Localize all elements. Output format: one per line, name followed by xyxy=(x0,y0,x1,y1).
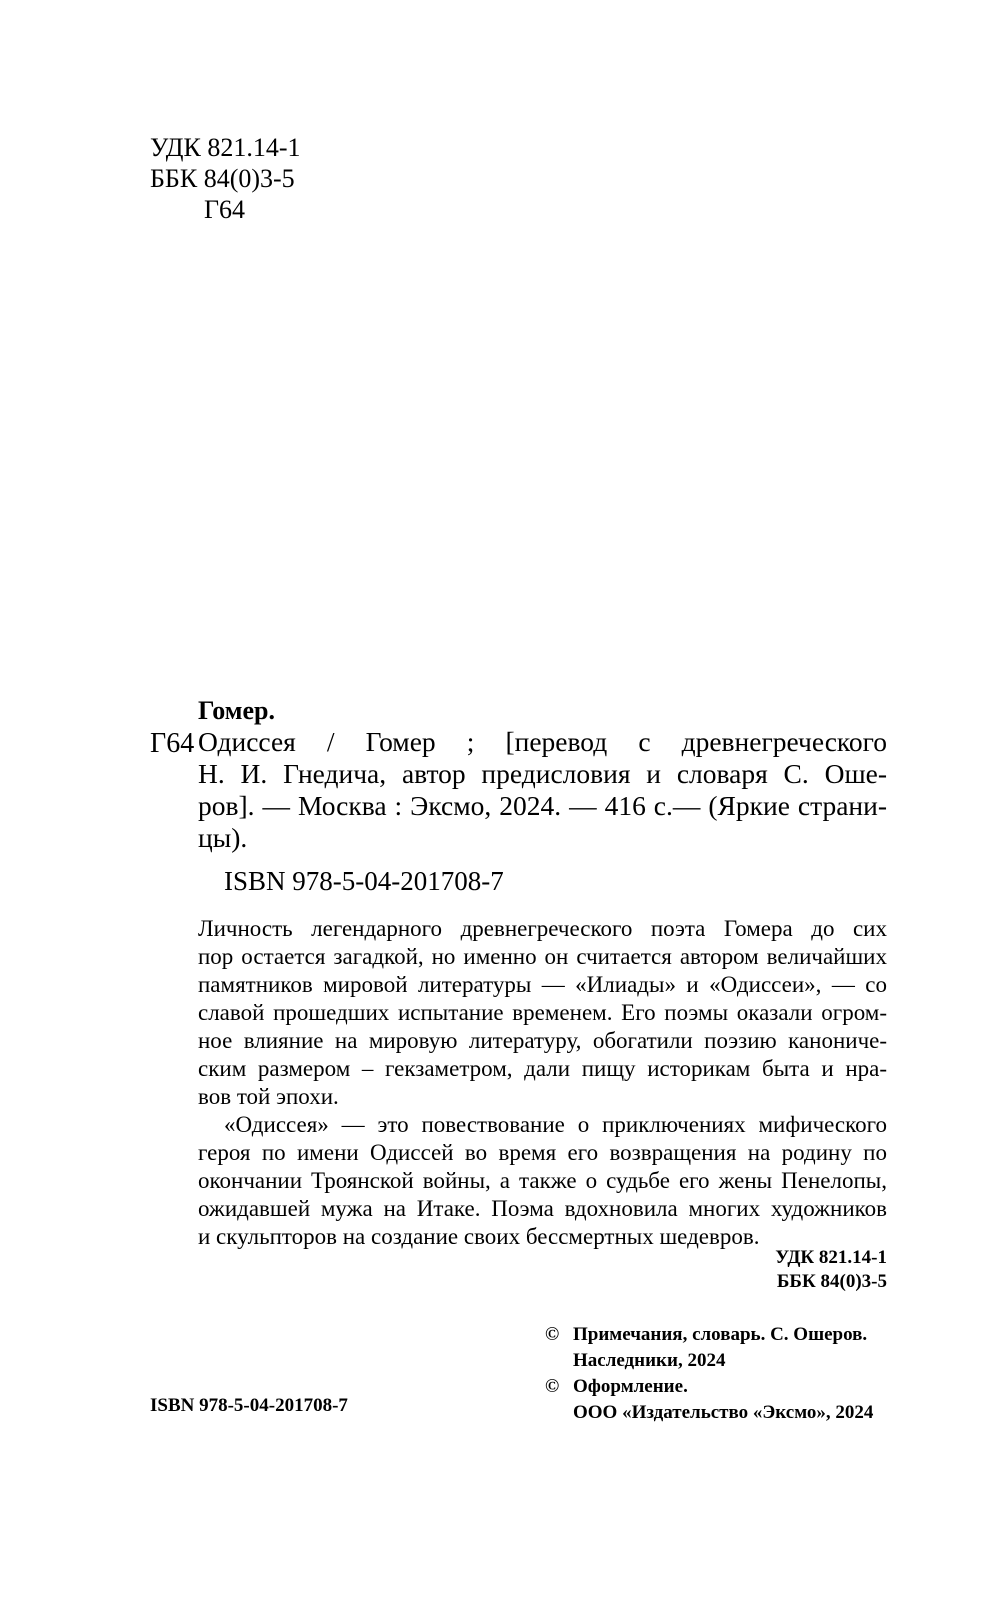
copyright-row xyxy=(545,1374,873,1400)
copyright-notes: Примечания, словарь. С. Ошеров. xyxy=(573,1324,868,1345)
abstract-line: ским размером – гекзаметром, дали пищу историкам быта и нра- xyxy=(198,1056,887,1081)
abstract-line: вов той эпохи. xyxy=(198,1084,339,1109)
citation-line: цы). xyxy=(198,822,248,853)
udk-code: УДК 821.14-1 xyxy=(775,1247,887,1268)
copyright-block xyxy=(545,1322,873,1426)
abstract-line: славой прошедших испытание временем. Его поэмы оказали огром- xyxy=(198,1000,887,1025)
author-heading: Гомер. xyxy=(198,696,275,725)
copyright-notes-holder: Наследники, 2024 xyxy=(573,1350,726,1371)
copyright-row xyxy=(545,1322,873,1348)
citation-line: Н. И. Гнедича, автор предисловия и словаря С. Оше- xyxy=(198,758,887,789)
abstract-line: героя по имени Одиссей во время его возвращения на родину по xyxy=(198,1140,887,1165)
copyright-design: Оформление. xyxy=(573,1376,688,1397)
copyright-symbol: © xyxy=(545,1376,560,1397)
abstract-paragraph-2 xyxy=(198,1111,887,1251)
isbn-bottom: ISBN 978-5-04-201708-7 xyxy=(150,1395,348,1416)
abstract-line: ное влияние на мировую литературу, обогатили поэзию канониче- xyxy=(198,1028,887,1053)
bibliographic-citation xyxy=(198,726,887,854)
copyright-symbol: © xyxy=(545,1324,560,1345)
abstract-line: окончании Троянской войны, а также о судьбе его жены Пенелопы, xyxy=(198,1168,887,1193)
author-mark: Г64 xyxy=(204,195,246,224)
citation-line: Одиссея / Гомер ; [перевод с древнегреческого xyxy=(198,726,887,757)
abstract xyxy=(198,915,887,1251)
citation-line: ров]. — Москва : Эксмо, 2024. — 416 с.— (Яркие страни- xyxy=(198,790,887,821)
abstract-line: ожидавшей мужа на Итаке. Поэма вдохновила многих художников xyxy=(198,1196,887,1221)
abstract-paragraph-1 xyxy=(198,915,887,1111)
udk-code: УДК 821.14-1 xyxy=(150,133,301,162)
bbk-code: ББК 84(0)3-5 xyxy=(776,1271,887,1292)
bottom-classification-codes xyxy=(775,1246,887,1294)
abstract-line: «Одиссея» — это повествование о приключениях мифического xyxy=(224,1112,887,1137)
citation-author-mark: Г64 xyxy=(150,728,195,759)
abstract-line: пор остается загадкой, но именно он считается автором величайших xyxy=(198,944,887,969)
abstract-line: Личность легендарного древнегреческого поэта Гомера до сих xyxy=(198,916,887,941)
isbn: ISBN 978-5-04-201708-7 xyxy=(224,866,504,896)
abstract-line: и скульпторов на создание своих бессмертных шедевров. xyxy=(198,1224,760,1249)
copyright-design-holder: ООО «Издательство «Эксмо», 2024 xyxy=(573,1402,874,1423)
bbk-code: ББК 84(0)3-5 xyxy=(150,164,295,193)
abstract-line: памятников мировой литературы — «Илиады» и «Одиссеи», — со xyxy=(198,972,887,997)
top-classification-codes xyxy=(150,132,301,225)
